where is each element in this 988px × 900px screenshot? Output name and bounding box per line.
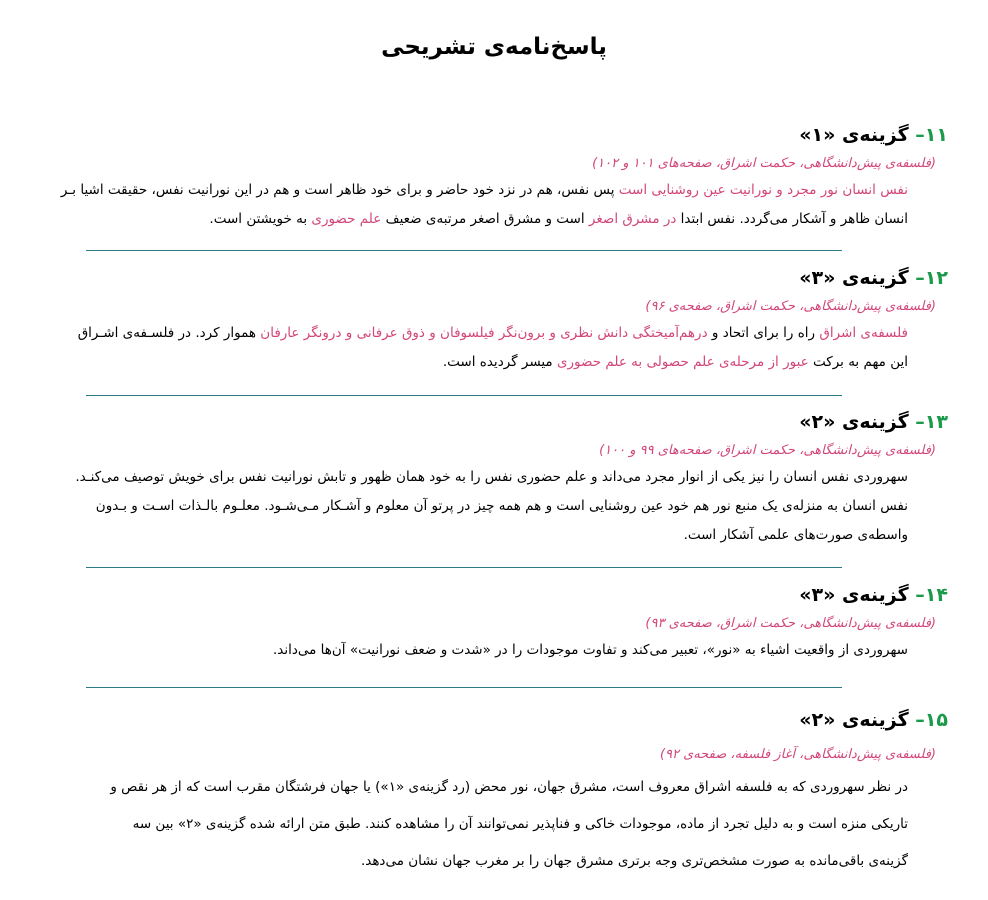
source-reference: (فلسفه‌ی پیش‌دانشگاهی، حکمت اشراق، صفحه‌های ۱۰۱ و ۱۰۲) [592,156,936,171]
source-reference: (فلسفه‌ی پیش‌دانشگاهی، حکمت اشراق، صفحه‌ی ۹۶) [645,299,936,314]
question-dash: – [915,267,925,289]
question-header [24,407,948,437]
answer-explanation [24,769,948,880]
highlighted-phrase: عبور از مرحله‌ی علم حصولی به علم حضوری [556,354,809,370]
question-number: ۱۱ [924,124,948,146]
explanation-line [24,636,908,665]
highlighted-phrase: علم حضوری [311,211,382,227]
question-header [24,120,948,150]
answer-explanation [24,176,948,234]
explanation-text: میسر گردیده است. [442,354,557,370]
question-13 [24,407,948,550]
explanation-text: انسان ظاهر و آشکار می‌گردد. نفس ابتدا [676,211,908,227]
source-reference: (فلسفه‌ی پیش‌دانشگاهی، حکمت اشراق، صفحه‌های ۹۹ و ۱۰۰) [599,443,936,458]
question-number: ۱۳ [924,411,948,433]
explanation-text: است و مشرق اصغر مرتبه‌ی ضعیف [381,211,589,227]
explanation-line [24,521,908,550]
question-header [24,580,948,610]
question-header [24,263,948,293]
question-12 [24,263,948,377]
question-number: ۱۵ [924,709,948,731]
explanation-text: به خویشتن است. [209,211,312,227]
question-15 [24,705,948,880]
explanation-text: گزینه‌ی باقی‌مانده به صورت مشخص‌تری وجه برتری مشرق جهان را بر مغرب جهان نشان می‌دهد. [360,853,908,869]
explanation-line [24,205,908,234]
question-14 [24,580,948,665]
explanation-text: سهروردی از واقعیت اشیاء به «نور»، تعبیر می‌کند و تفاوت موجودات را در «شدت و ضعف نورانیت» آن‌ها می‌داند. [272,642,908,658]
question-header [24,705,948,735]
answer-explanation [24,463,948,550]
explanation-line [24,492,908,521]
explanation-text: سهروردی نفس انسان را نیز یکی از انوار مجرد می‌داند و علم حضوری نفس را به خود همان ظهور و تابش نورانیت نفس برای خویش توصیف می‌کنـد. [75,469,908,485]
section-divider [86,687,842,688]
question-dash: – [915,124,925,146]
explanation-text: پس نفس، هم در نزد خود حاضر و برای خود ظاهر است و هم در این نورانیت نفس، حقیقت اشیا بـر [60,182,619,198]
answer-option: گزینه‌ی «۲» [799,709,909,731]
answer-explanation [24,636,948,665]
source-reference: (فلسفه‌ی پیش‌دانشگاهی، آغاز فلسفه، صفحه‌ی ۹۲) [659,747,936,762]
section-divider [86,395,842,396]
explanation-line [24,176,908,205]
explanation-line [24,348,908,377]
explanation-text: راه را برای اتحاد و [707,325,820,341]
question-number: ۱۴ [924,584,948,606]
section-divider [86,250,842,251]
explanation-text: تاریکی منزه است و به دلیل تجرد از ماده، موجودات خاکی و فناپذیر نمی‌توانند آن را مشاهده کنند. طبق متن ارائه شده گزینه‌ی «۲» بین سه [132,816,908,832]
explanation-line [24,806,908,843]
explanation-text: در نظر سهروردی که به فلسفه اشراق معروف است، مشرق جهان، نور محض (رد گزینه‌ی «۱») یا جهان فرشتگان مقرب است که از هر نقص و [110,779,908,795]
highlighted-phrase: فلسفه‌ی اشراق [819,325,908,341]
explanation-text: این مهم به برکت [808,354,908,370]
highlighted-phrase: در مشرق اصغر [588,211,677,227]
answer-option: گزینه‌ی «۳» [799,267,909,289]
question-number: ۱۲ [924,267,948,289]
explanation-line [24,769,908,806]
question-11 [24,120,948,234]
page-title: پاسخ‌نامه‌ی تشریحی [381,34,607,60]
explanation-line [24,463,908,492]
explanation-text: هموار کرد. در فلسـفه‌ی اشـراق [77,325,261,341]
highlighted-phrase: نفس انسان نور مجرد و نورانیت عین روشنایی است [618,182,908,198]
answer-option: گزینه‌ی «۳» [799,584,909,606]
explanation-line [24,843,908,880]
question-dash: – [915,709,925,731]
answer-option: گزینه‌ی «۱» [799,124,909,146]
explanation-text: واسطه‌ی صورت‌های علمی آشکار است. [683,527,908,543]
highlighted-phrase: درهم‌آمیختگی دانش نظری و برون‌نگر فیلسوفان و ذوق عرفانی و درونگر عارفان [260,325,708,341]
question-dash: – [915,584,925,606]
explanation-line [24,319,908,348]
explanation-text: نفس انسان به منزله‌ی یک منبع نور هم خود عین روشنایی است و هم همه چیز در پرتو آن معلوم و آشـکار مـی‌شـود. معلـوم بالـذات اسـت و بـدون [95,498,908,514]
source-reference: (فلسفه‌ی پیش‌دانشگاهی، حکمت اشراق، صفحه‌ی ۹۳) [645,616,936,631]
answer-explanation [24,319,948,377]
section-divider [86,567,842,568]
answer-option: گزینه‌ی «۲» [799,411,909,433]
question-dash: – [915,411,925,433]
